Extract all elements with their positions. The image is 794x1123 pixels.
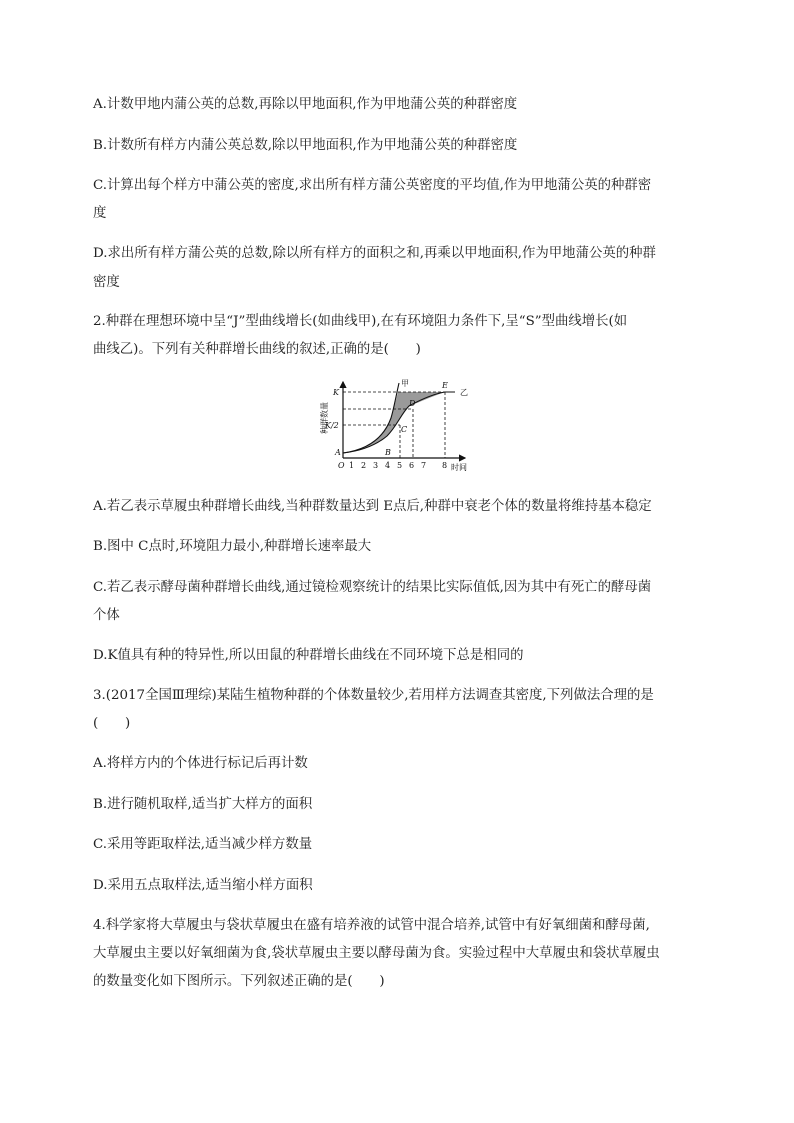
q4-stem-line3: 的数量变化如下图所示。下列叙述正确的是( ) bbox=[93, 974, 385, 989]
point-e-label: E bbox=[442, 381, 448, 390]
point-c-label: C bbox=[401, 425, 408, 434]
x-tick-origin: O bbox=[338, 461, 345, 470]
q4-stem-line1: 4.科学家将大草履虫与袋状草履虫在盛有培养液的试管中混合培养,试管中有好氧细菌和酵母菌, bbox=[93, 918, 650, 933]
q3-stem-line2: ( ) bbox=[93, 716, 131, 731]
q1-option-b: B.计数所有样方内蒲公英总数,除以甲地面积,作为甲地蒲公英的种群密度 bbox=[93, 138, 518, 153]
curve-s-label: 乙 bbox=[460, 388, 468, 397]
x-tick-1: 1 bbox=[349, 461, 355, 470]
environmental-resistance-area bbox=[343, 392, 445, 453]
q2-stem-line1: 2.种群在理想环境中呈“J”型曲线增长(如曲线甲),在有环境阻力条件下,呈“S”型曲线增长(如 bbox=[93, 314, 628, 329]
q2-option-a: A.若乙表示草履虫种群增长曲线,当种群数量达到 E点后,种群中衰老个体的数量将维持基本稳定 bbox=[93, 499, 652, 514]
x-tick-4: 4 bbox=[385, 461, 391, 470]
y-axis-label: 种群数量 bbox=[320, 402, 329, 434]
q1-option-a: A.计数甲地内蒲公英的总数,再除以甲地面积,作为甲地蒲公英的种群密度 bbox=[93, 97, 518, 112]
q2-option-b: B.图中 C点时,环境阻力最小,种群增长速率最大 bbox=[93, 539, 372, 554]
population-growth-figure bbox=[305, 378, 485, 478]
x-tick-7: 7 bbox=[421, 461, 427, 470]
q1-option-c-line2: 度 bbox=[93, 206, 107, 221]
point-b-label: B bbox=[385, 448, 391, 457]
q3-option-c: C.采用等距取样法,适当减少样方数量 bbox=[93, 837, 313, 852]
x-axis-label: 时间 bbox=[451, 463, 467, 472]
j-curve bbox=[343, 383, 399, 453]
q2-option-c-line1: C.若乙表示酵母菌种群增长曲线,通过镜检观察统计的结果比实际值低,因为其中有死亡的酵母菌 bbox=[93, 580, 652, 595]
q2-option-d: D.K值具有种的特异性,所以田鼠的种群增长曲线在不同环境下总是相同的 bbox=[93, 648, 524, 663]
x-tick-8: 8 bbox=[442, 461, 448, 470]
q2-option-c-line2: 个体 bbox=[93, 608, 120, 623]
q1-option-d-line1: D.求出所有样方蒲公英的总数,除以所有样方的面积之和,再乘以甲地面积,作为甲地蒲公英的种群 bbox=[93, 246, 656, 261]
q2-stem-line2: 曲线乙)。下列有关种群增长曲线的叙述,正确的是( ) bbox=[93, 342, 421, 357]
point-d-label: D bbox=[409, 399, 416, 408]
q3-option-d: D.采用五点取样法,适当缩小样方面积 bbox=[93, 878, 313, 893]
x-tick-2: 2 bbox=[361, 461, 367, 470]
curve-j-label: 甲 bbox=[401, 379, 409, 388]
y-tick-k: K bbox=[333, 388, 339, 397]
q4-stem-line2: 大草履虫主要以好氧细菌为食,袋状草履虫主要以酵母菌为食。实验过程中大草履虫和袋状草履虫 bbox=[93, 946, 660, 961]
y-tick-k-half: K/2 bbox=[325, 421, 339, 430]
x-tick-6: 6 bbox=[409, 461, 415, 470]
x-tick-3: 3 bbox=[373, 461, 379, 470]
q1-option-c-line1: C.计算出每个样方中蒲公英的密度,求出所有样方蒲公英密度的平均值,作为甲地蒲公英的种群密 bbox=[93, 178, 652, 193]
q3-stem-line1: 3.(2017全国Ⅲ理综)某陆生植物种群的个体数量较少,若用样方法调查其密度,下列做法合理的是 bbox=[93, 688, 654, 703]
q3-option-a: A.将样方内的个体进行标记后再计数 bbox=[93, 756, 308, 771]
x-tick-5: 5 bbox=[397, 461, 403, 470]
q3-option-b: B.进行随机取样,适当扩大样方的面积 bbox=[93, 797, 313, 812]
point-a-label: A bbox=[335, 448, 341, 457]
q1-option-d-line2: 密度 bbox=[93, 275, 120, 290]
